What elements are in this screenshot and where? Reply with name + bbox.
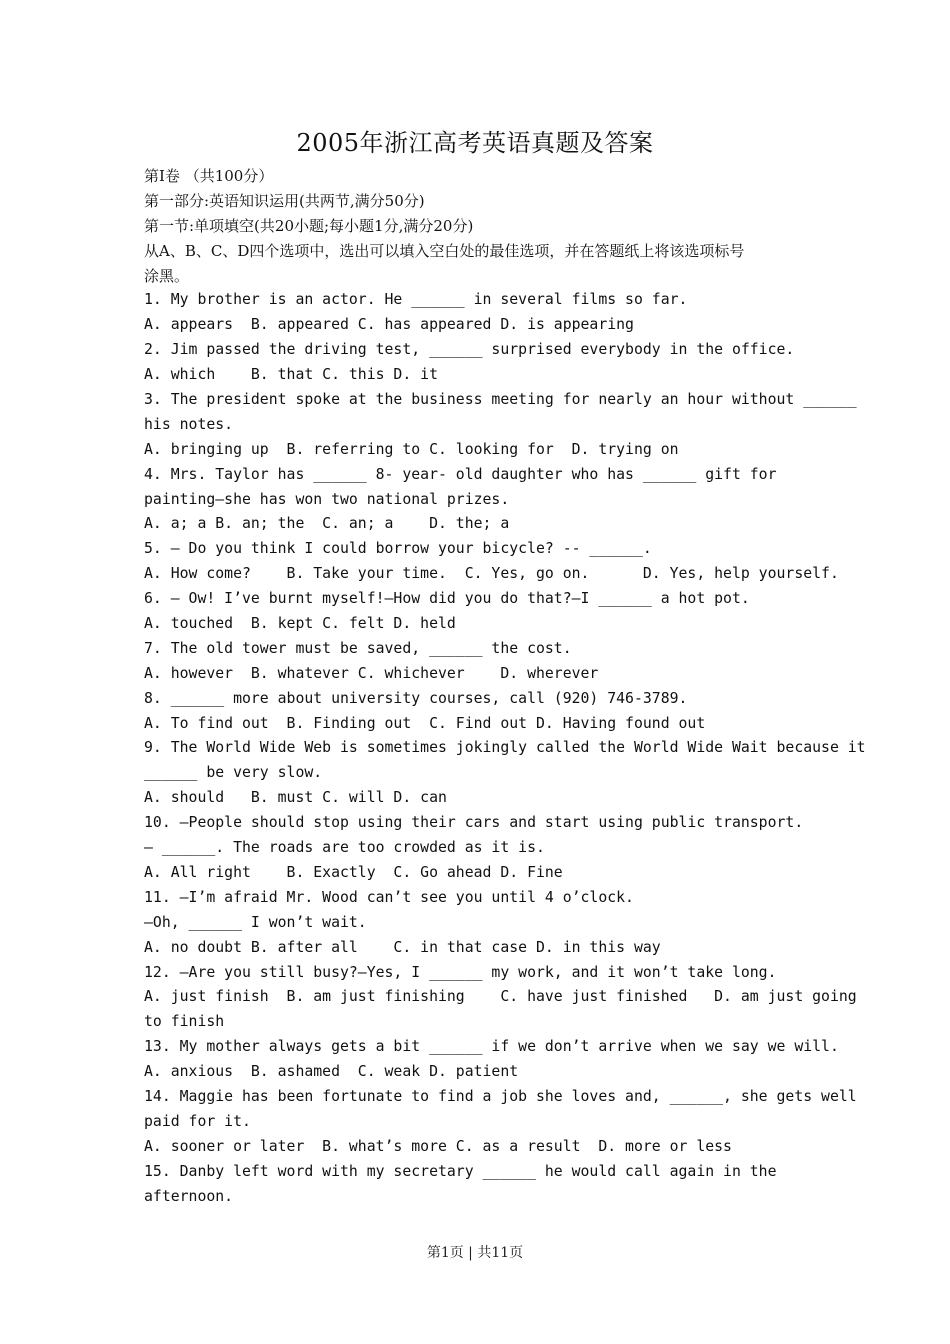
text-line: ______ be very slow. — [144, 764, 323, 782]
text-line: A. appears B. appeared C. has appeared D. is appearing — [144, 316, 634, 334]
text-line: —Oh, ______ I won’t wait. — [144, 913, 367, 931]
text-line: 8. ______ more about university courses, call (920) 746-3789. — [144, 689, 688, 707]
text-line: 3. The president spoke at the business meeting for nearly an hour without ______ — [144, 391, 857, 409]
text-line: A. just finish B. am just finishing C. have just finished D. am just going — [144, 988, 857, 1006]
text-line: 13. My mother always gets a bit ______ if we don’t arrive when we say we will. — [144, 1038, 839, 1056]
text-line: 4. Mrs. Taylor has ______ 8- year- old daughter who has ______ gift for — [144, 465, 777, 483]
text-line: paid for it. — [144, 1112, 251, 1130]
text-line: A. which B. that C. this D. it — [144, 366, 438, 384]
text-line: painting—she has won two national prizes. — [144, 490, 510, 508]
text-line: A. sooner or later B. what’s more C. as a result D. more or less — [144, 1137, 732, 1155]
text-line: A. touched B. kept C. felt D. held — [144, 615, 456, 633]
text-line: A. All right B. Exactly C. Go ahead D. Fine — [144, 863, 563, 881]
text-line: 第Ⅰ卷 （共100分） — [144, 167, 274, 185]
text-line: A. a; a B. an; the C. an; a D. the; a — [144, 515, 510, 533]
text-line: A. anxious B. ashamed C. weak D. patient — [144, 1063, 519, 1081]
text-line: 从A、B、C、D四个选项中，选出可以填入空白处的最佳选项，并在答题纸上将该选项标号 — [144, 241, 745, 260]
document-body — [144, 164, 866, 1209]
text-line: A. To find out B. Finding out C. Find out D. Having found out — [144, 714, 706, 732]
text-line: A. How come? B. Take your time. C. Yes, go on. D. Yes, help yourself. — [144, 565, 839, 583]
text-line: 1. My brother is an actor. He ______ in several films so far. — [144, 291, 688, 309]
text-line: 2. Jim passed the driving test, ______ surprised everybody in the office. — [144, 341, 795, 359]
text-line: A. bringing up B. referring to C. looking for D. trying on — [144, 440, 679, 458]
text-line: 第一节:单项填空(共20小题;每小题1分,满分20分) — [144, 216, 474, 235]
text-line: 第一部分:英语知识运用(共两节,满分50分) — [144, 191, 425, 210]
text-line: to finish — [144, 1013, 225, 1031]
text-line: 11. —I’m afraid Mr. Wood can’t see you until 4 o’clock. — [144, 888, 634, 906]
page-footer: 第1页 | 共11页 — [426, 1245, 524, 1261]
text-line: — ______. The roads are too crowded as it is. — [144, 839, 545, 857]
document-title: 2005年浙江高考英语真题及答案 — [296, 129, 654, 157]
text-line: 涂黑。 — [144, 266, 190, 285]
text-line: 14. Maggie has been fortunate to find a job she loves and, ______, she gets well — [144, 1087, 857, 1105]
text-line: 6. – Ow! I’ve burnt myself!—How did you do that?—I ______ a hot pot. — [144, 590, 750, 608]
text-line: afternoon. — [144, 1187, 234, 1205]
text-line: A. however B. whatever C. whichever D. wherever — [144, 664, 599, 682]
text-line: A. should B. must C. will D. can — [144, 789, 447, 807]
text-line: 9. The World Wide Web is sometimes jokingly called the World Wide Wait because it — [144, 739, 866, 757]
text-line: 15. Danby left word with my secretary ______ he would call again in the — [144, 1162, 777, 1180]
text-line: 7. The old tower must be saved, ______ the cost. — [144, 639, 572, 657]
text-line: his notes. — [144, 415, 234, 433]
text-line: 12. —Are you still busy?—Yes, I ______ my work, and it won’t take long. — [144, 963, 777, 981]
text-line: 10. —People should stop using their cars and start using public transport. — [144, 814, 804, 832]
text-line: A. no doubt B. after all C. in that case D. in this way — [144, 938, 661, 956]
text-line: 5. — Do you think I could borrow your bicycle? -- ______. — [144, 540, 652, 558]
